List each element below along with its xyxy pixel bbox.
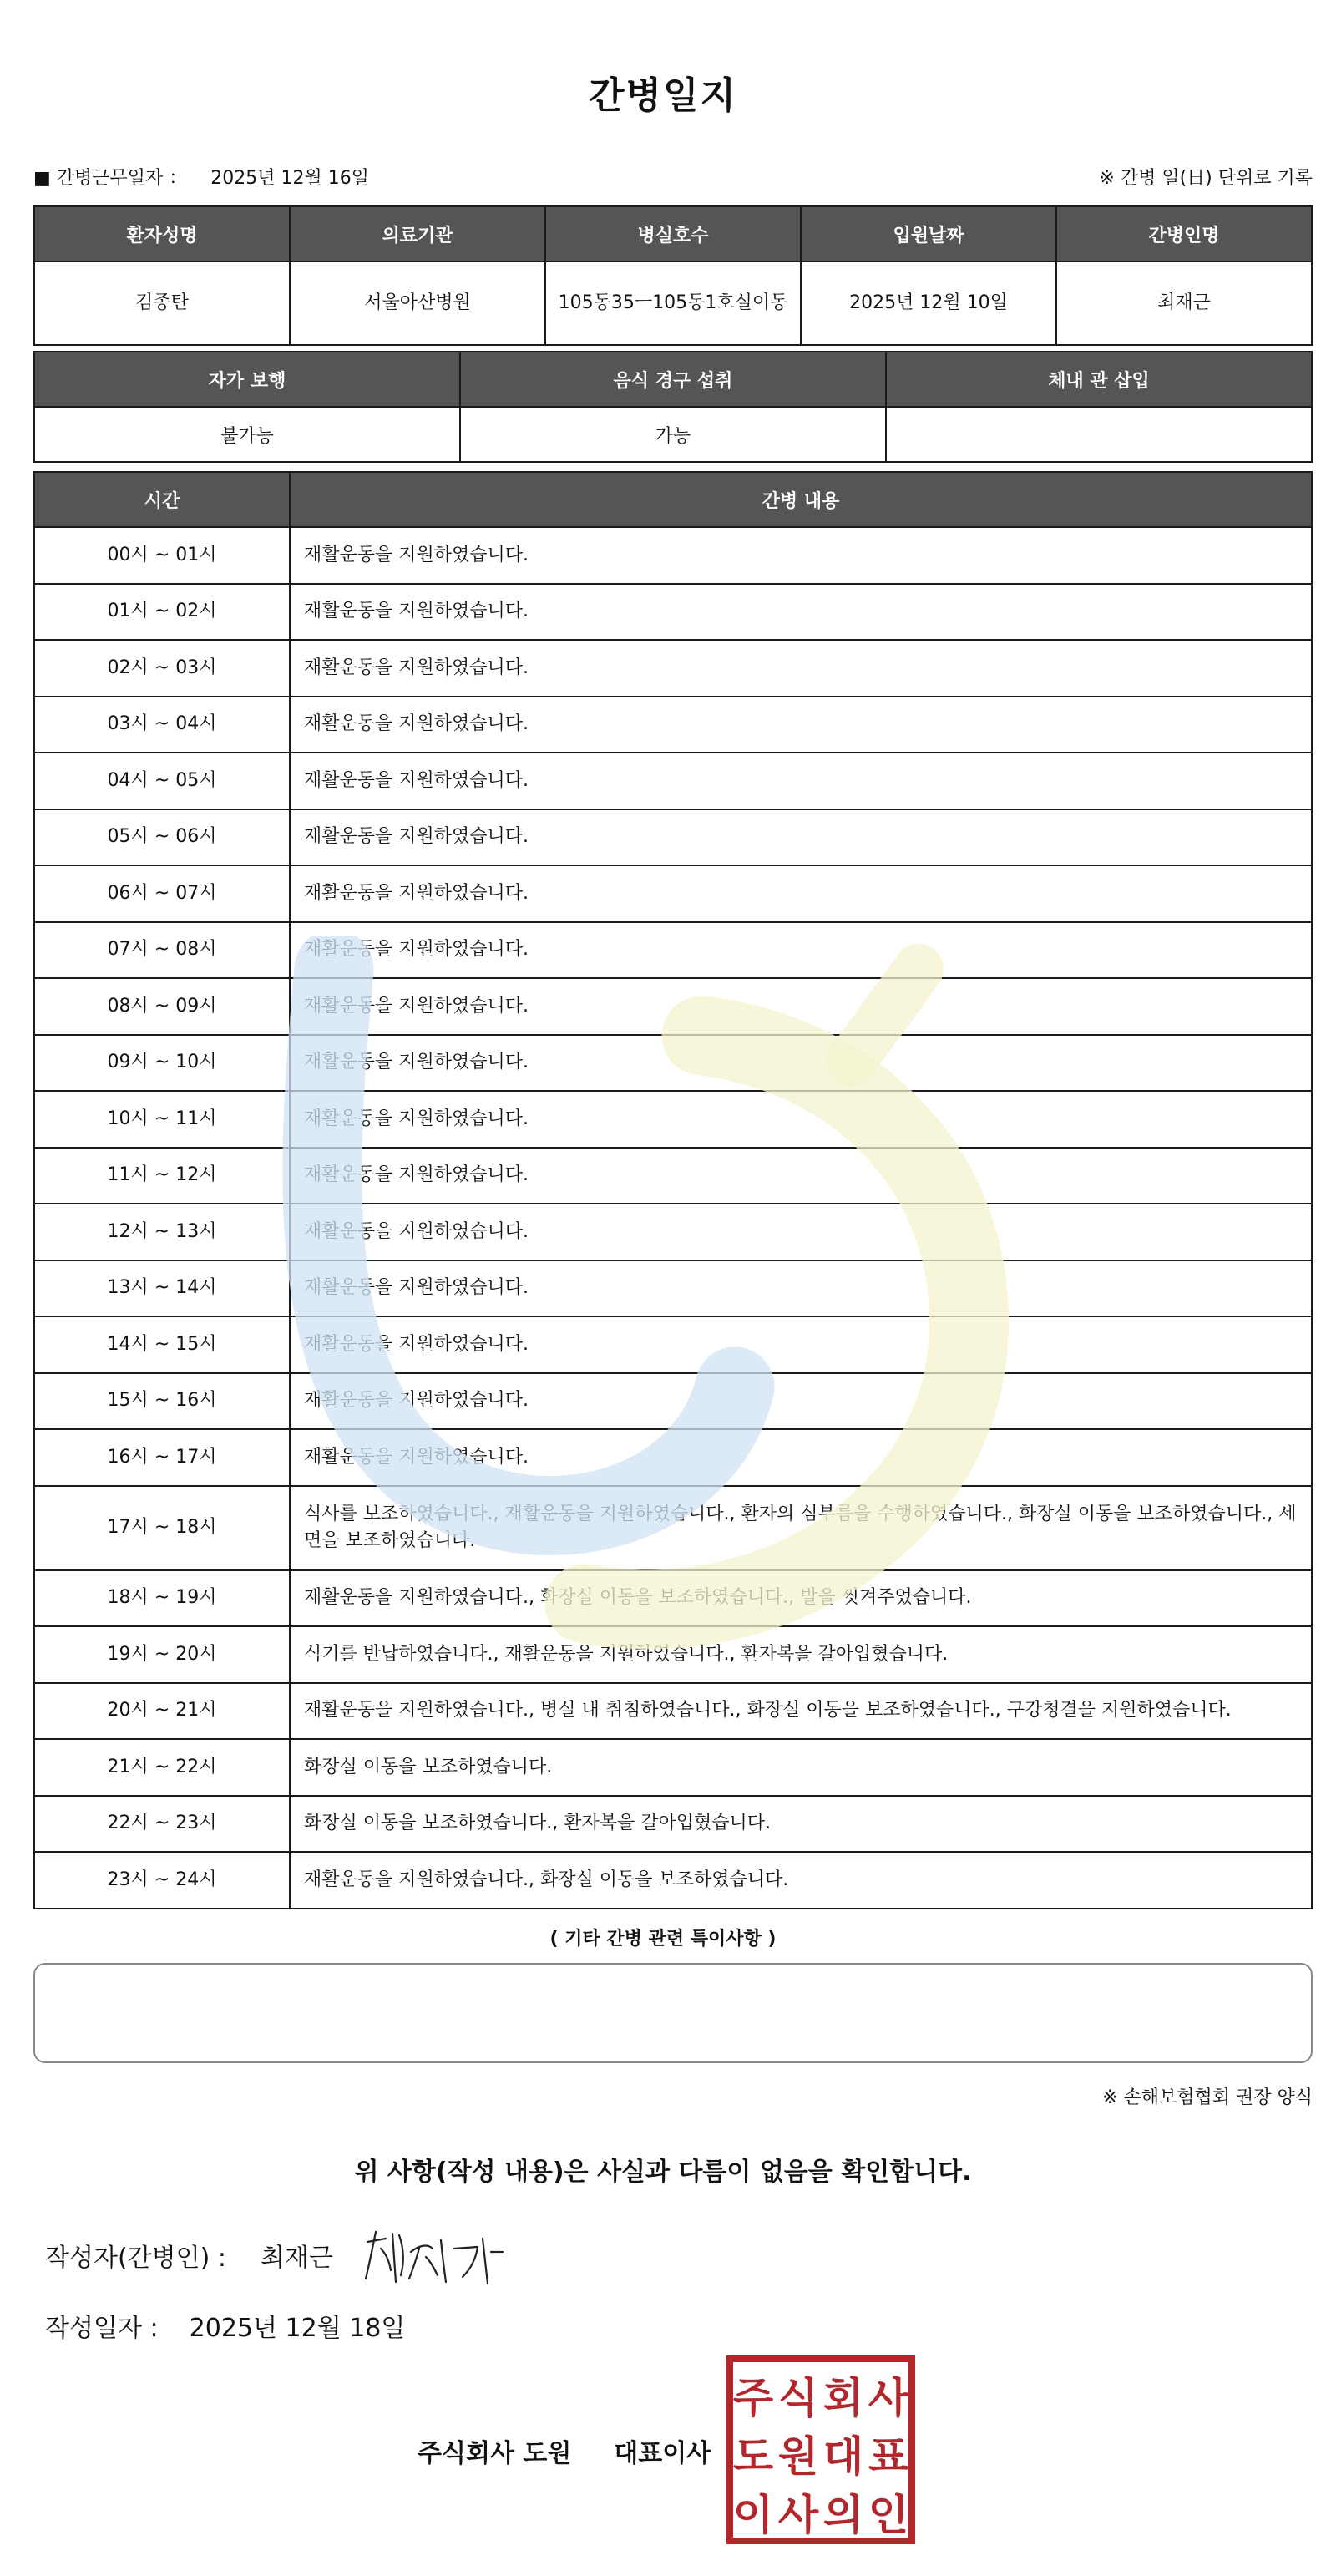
- log-time: 17시 ~ 18시: [34, 1486, 290, 1570]
- log-content: 재활운동을 지원하였습니다., 화장실 이동을 보조하였습니다., 발을 씻겨주었습니다.: [290, 1570, 1312, 1627]
- log-row: [34, 922, 1312, 979]
- log-row: [34, 1148, 1312, 1204]
- log-row: [34, 527, 1312, 584]
- log-row: [34, 1626, 1312, 1683]
- confirmation-statement: 위 사항(작성 내용)은 사실과 다름이 없음을 확인합니다.: [354, 2158, 972, 2187]
- log-row: [34, 1486, 1312, 1570]
- seal-character: 대: [822, 2432, 864, 2481]
- writer-name: 최재근: [261, 2244, 333, 2273]
- log-content: 재활운동을 지원하였습니다.: [290, 1035, 1312, 1092]
- header-oral-intake: 음식 경구 섭취: [460, 352, 886, 407]
- log-content: 재활운동을 지원하였습니다.: [290, 1148, 1312, 1204]
- log-row: [34, 697, 1312, 753]
- log-content: 재활운동을 지원하였습니다.: [290, 527, 1312, 584]
- patient-name: 김종탄: [34, 261, 290, 345]
- work-date: [33, 164, 369, 190]
- log-time: 08시 ~ 09시: [34, 978, 290, 1035]
- log-time: 07시 ~ 08시: [34, 922, 290, 979]
- seal-character: 이: [732, 2491, 774, 2539]
- handwritten-signature: [361, 2224, 511, 2290]
- seal-character: 인: [868, 2491, 909, 2539]
- work-date-value: 2025년 12월 16일: [210, 168, 370, 189]
- log-time: 15시 ~ 16시: [34, 1373, 290, 1430]
- patient-value-row: [34, 261, 1312, 345]
- header-patient-name: 환자성명: [34, 206, 290, 261]
- log-row: [34, 640, 1312, 697]
- log-time: 09시 ~ 10시: [34, 1035, 290, 1092]
- work-date-row: [33, 164, 1313, 190]
- seal-character: 회: [822, 2374, 864, 2422]
- seal-character: 도: [732, 2432, 774, 2481]
- admission-date: 2025년 12월 10일: [801, 261, 1056, 345]
- log-time: 11시 ~ 12시: [34, 1148, 290, 1204]
- log-content: 재활운동을 지원하였습니다.: [290, 1260, 1312, 1317]
- patient-header-row: [34, 206, 1312, 261]
- oral-intake-value: 가능: [460, 407, 886, 462]
- log-row: [34, 1429, 1312, 1486]
- status-value-row: [34, 407, 1312, 462]
- header-hospital: 의료기관: [290, 206, 545, 261]
- log-time: 18시 ~ 19시: [34, 1570, 290, 1627]
- seal-character: 주: [732, 2374, 774, 2422]
- log-time: 20시 ~ 21시: [34, 1683, 290, 1740]
- header-self-walking: 자가 보행: [34, 352, 460, 407]
- log-content: 화장실 이동을 보조하였습니다., 환자복을 갈아입혔습니다.: [290, 1796, 1312, 1853]
- log-content: 재활운동을 지원하였습니다., 병실 내 취침하였습니다., 화장실 이동을 보조하였습니다., 구강청결을 지원하였습니다.: [290, 1683, 1312, 1740]
- seal-character: 사: [868, 2374, 909, 2422]
- written-date-label: 작성일자 :: [45, 2314, 159, 2343]
- log-time: 16시 ~ 17시: [34, 1429, 290, 1486]
- form-source-note: ※ 손해보험협회 권장 양식: [1102, 2087, 1313, 2108]
- self-walking-value: 불가능: [34, 407, 460, 462]
- log-time: 04시 ~ 05시: [34, 753, 290, 809]
- company-line: [418, 2432, 711, 2469]
- log-row: [34, 1260, 1312, 1317]
- log-header-row: [34, 472, 1312, 527]
- log-content: 재활운동을 지원하였습니다.: [290, 922, 1312, 979]
- log-time: 06시 ~ 07시: [34, 865, 290, 922]
- log-time: 05시 ~ 06시: [34, 809, 290, 866]
- log-row: [34, 1373, 1312, 1430]
- log-content: 재활운동을 지원하였습니다.: [290, 1373, 1312, 1430]
- log-row: [34, 1852, 1312, 1909]
- log-time: 23시 ~ 24시: [34, 1852, 290, 1909]
- log-content: 재활운동을 지원하였습니다.: [290, 865, 1312, 922]
- log-row: [34, 1796, 1312, 1853]
- patient-info-table: [33, 205, 1313, 346]
- log-content: 재활운동을 지원하였습니다.: [290, 1091, 1312, 1148]
- log-time: 01시 ~ 02시: [34, 584, 290, 641]
- log-content: 재활운동을 지원하였습니다.: [290, 1316, 1312, 1373]
- company-representative-title: 대표이사: [614, 2439, 711, 2468]
- seal-character: 표: [868, 2432, 909, 2481]
- writer-line: [45, 2237, 333, 2274]
- log-content: 재활운동을 지원하였습니다.: [290, 978, 1312, 1035]
- caregiver-name: 최재근: [1056, 261, 1312, 345]
- log-content: 식사를 보조하였습니다., 재활운동을 지원하였습니다., 환자의 심부름을 수행하였습니다., 화장실 이동을 보조하였습니다., 세면을 보조하였습니다.: [290, 1486, 1312, 1570]
- log-time: 13시 ~ 14시: [34, 1260, 290, 1317]
- company-seal: [726, 2355, 915, 2544]
- status-header-row: [34, 352, 1312, 407]
- hospital-name: 서울아산병원: [290, 261, 545, 345]
- log-content: 재활운동을 지원하였습니다.: [290, 1429, 1312, 1486]
- log-row: [34, 809, 1312, 866]
- log-content: 화장실 이동을 보조하였습니다.: [290, 1739, 1312, 1796]
- seal-character: 원: [777, 2432, 819, 2481]
- header-time: 시간: [34, 472, 290, 527]
- tube-insertion-value: [886, 407, 1312, 462]
- log-time: 21시 ~ 22시: [34, 1739, 290, 1796]
- log-content: 재활운동을 지원하였습니다.: [290, 753, 1312, 809]
- log-content: 재활운동을 지원하였습니다.: [290, 640, 1312, 697]
- log-time: 22시 ~ 23시: [34, 1796, 290, 1853]
- header-care-content: 간병 내용: [290, 472, 1312, 527]
- log-row: [34, 865, 1312, 922]
- log-row: [34, 1204, 1312, 1260]
- log-row: [34, 1035, 1312, 1092]
- log-content: 재활운동을 지원하였습니다.: [290, 697, 1312, 753]
- log-time: 02시 ~ 03시: [34, 640, 290, 697]
- log-content: 식기를 반납하였습니다., 재활운동을 지원하였습니다., 환자복을 갈아입혔습니다.: [290, 1626, 1312, 1683]
- log-row: [34, 1683, 1312, 1740]
- log-time: 00시 ~ 01시: [34, 527, 290, 584]
- log-time: 10시 ~ 11시: [34, 1091, 290, 1148]
- log-row: [34, 978, 1312, 1035]
- header-room: 병실호수: [545, 206, 801, 261]
- header-caregiver-name: 간병인명: [1056, 206, 1312, 261]
- log-content: 재활운동을 지원하였습니다., 화장실 이동을 보조하였습니다.: [290, 1852, 1312, 1909]
- log-content: 재활운동을 지원하였습니다.: [290, 809, 1312, 866]
- log-row: [34, 753, 1312, 809]
- record-note: ※ 간병 일(日) 단위로 기록: [1099, 168, 1313, 189]
- room-number: 105동35ㅡ105동1호실이동: [545, 261, 801, 345]
- seal-character: 식: [777, 2374, 819, 2422]
- document-title: 간병일지: [588, 74, 737, 117]
- log-row: [34, 1739, 1312, 1796]
- seal-character: 의: [822, 2491, 864, 2539]
- writer-label: 작성자(간병인) :: [45, 2244, 226, 2273]
- special-notes-box: [33, 1963, 1313, 2063]
- seal-character: 사: [777, 2491, 819, 2539]
- log-row: [34, 584, 1312, 641]
- work-date-label: ■ 간병근무일자 ：: [33, 168, 188, 189]
- log-row: [34, 1091, 1312, 1148]
- log-time: 19시 ~ 20시: [34, 1626, 290, 1683]
- log-content: 재활운동을 지원하였습니다.: [290, 584, 1312, 641]
- written-date-line: [45, 2307, 405, 2344]
- log-content: 재활운동을 지원하였습니다.: [290, 1204, 1312, 1260]
- log-time: 12시 ~ 13시: [34, 1204, 290, 1260]
- header-admission-date: 입원날짜: [801, 206, 1056, 261]
- patient-status-table: [33, 351, 1313, 463]
- written-date-value: 2025년 12월 18일: [189, 2314, 406, 2343]
- log-time: 14시 ~ 15시: [34, 1316, 290, 1373]
- log-time: 03시 ~ 04시: [34, 697, 290, 753]
- header-tube-insertion: 체내 관 삽입: [886, 352, 1312, 407]
- log-row: [34, 1316, 1312, 1373]
- log-row: [34, 1570, 1312, 1627]
- special-notes-title: ( 기타 간병 관련 특이사항 ): [549, 1929, 777, 1950]
- company-name: 주식회사 도원: [418, 2439, 572, 2468]
- care-log-table: [33, 471, 1313, 1909]
- log-body: [34, 527, 1312, 1909]
